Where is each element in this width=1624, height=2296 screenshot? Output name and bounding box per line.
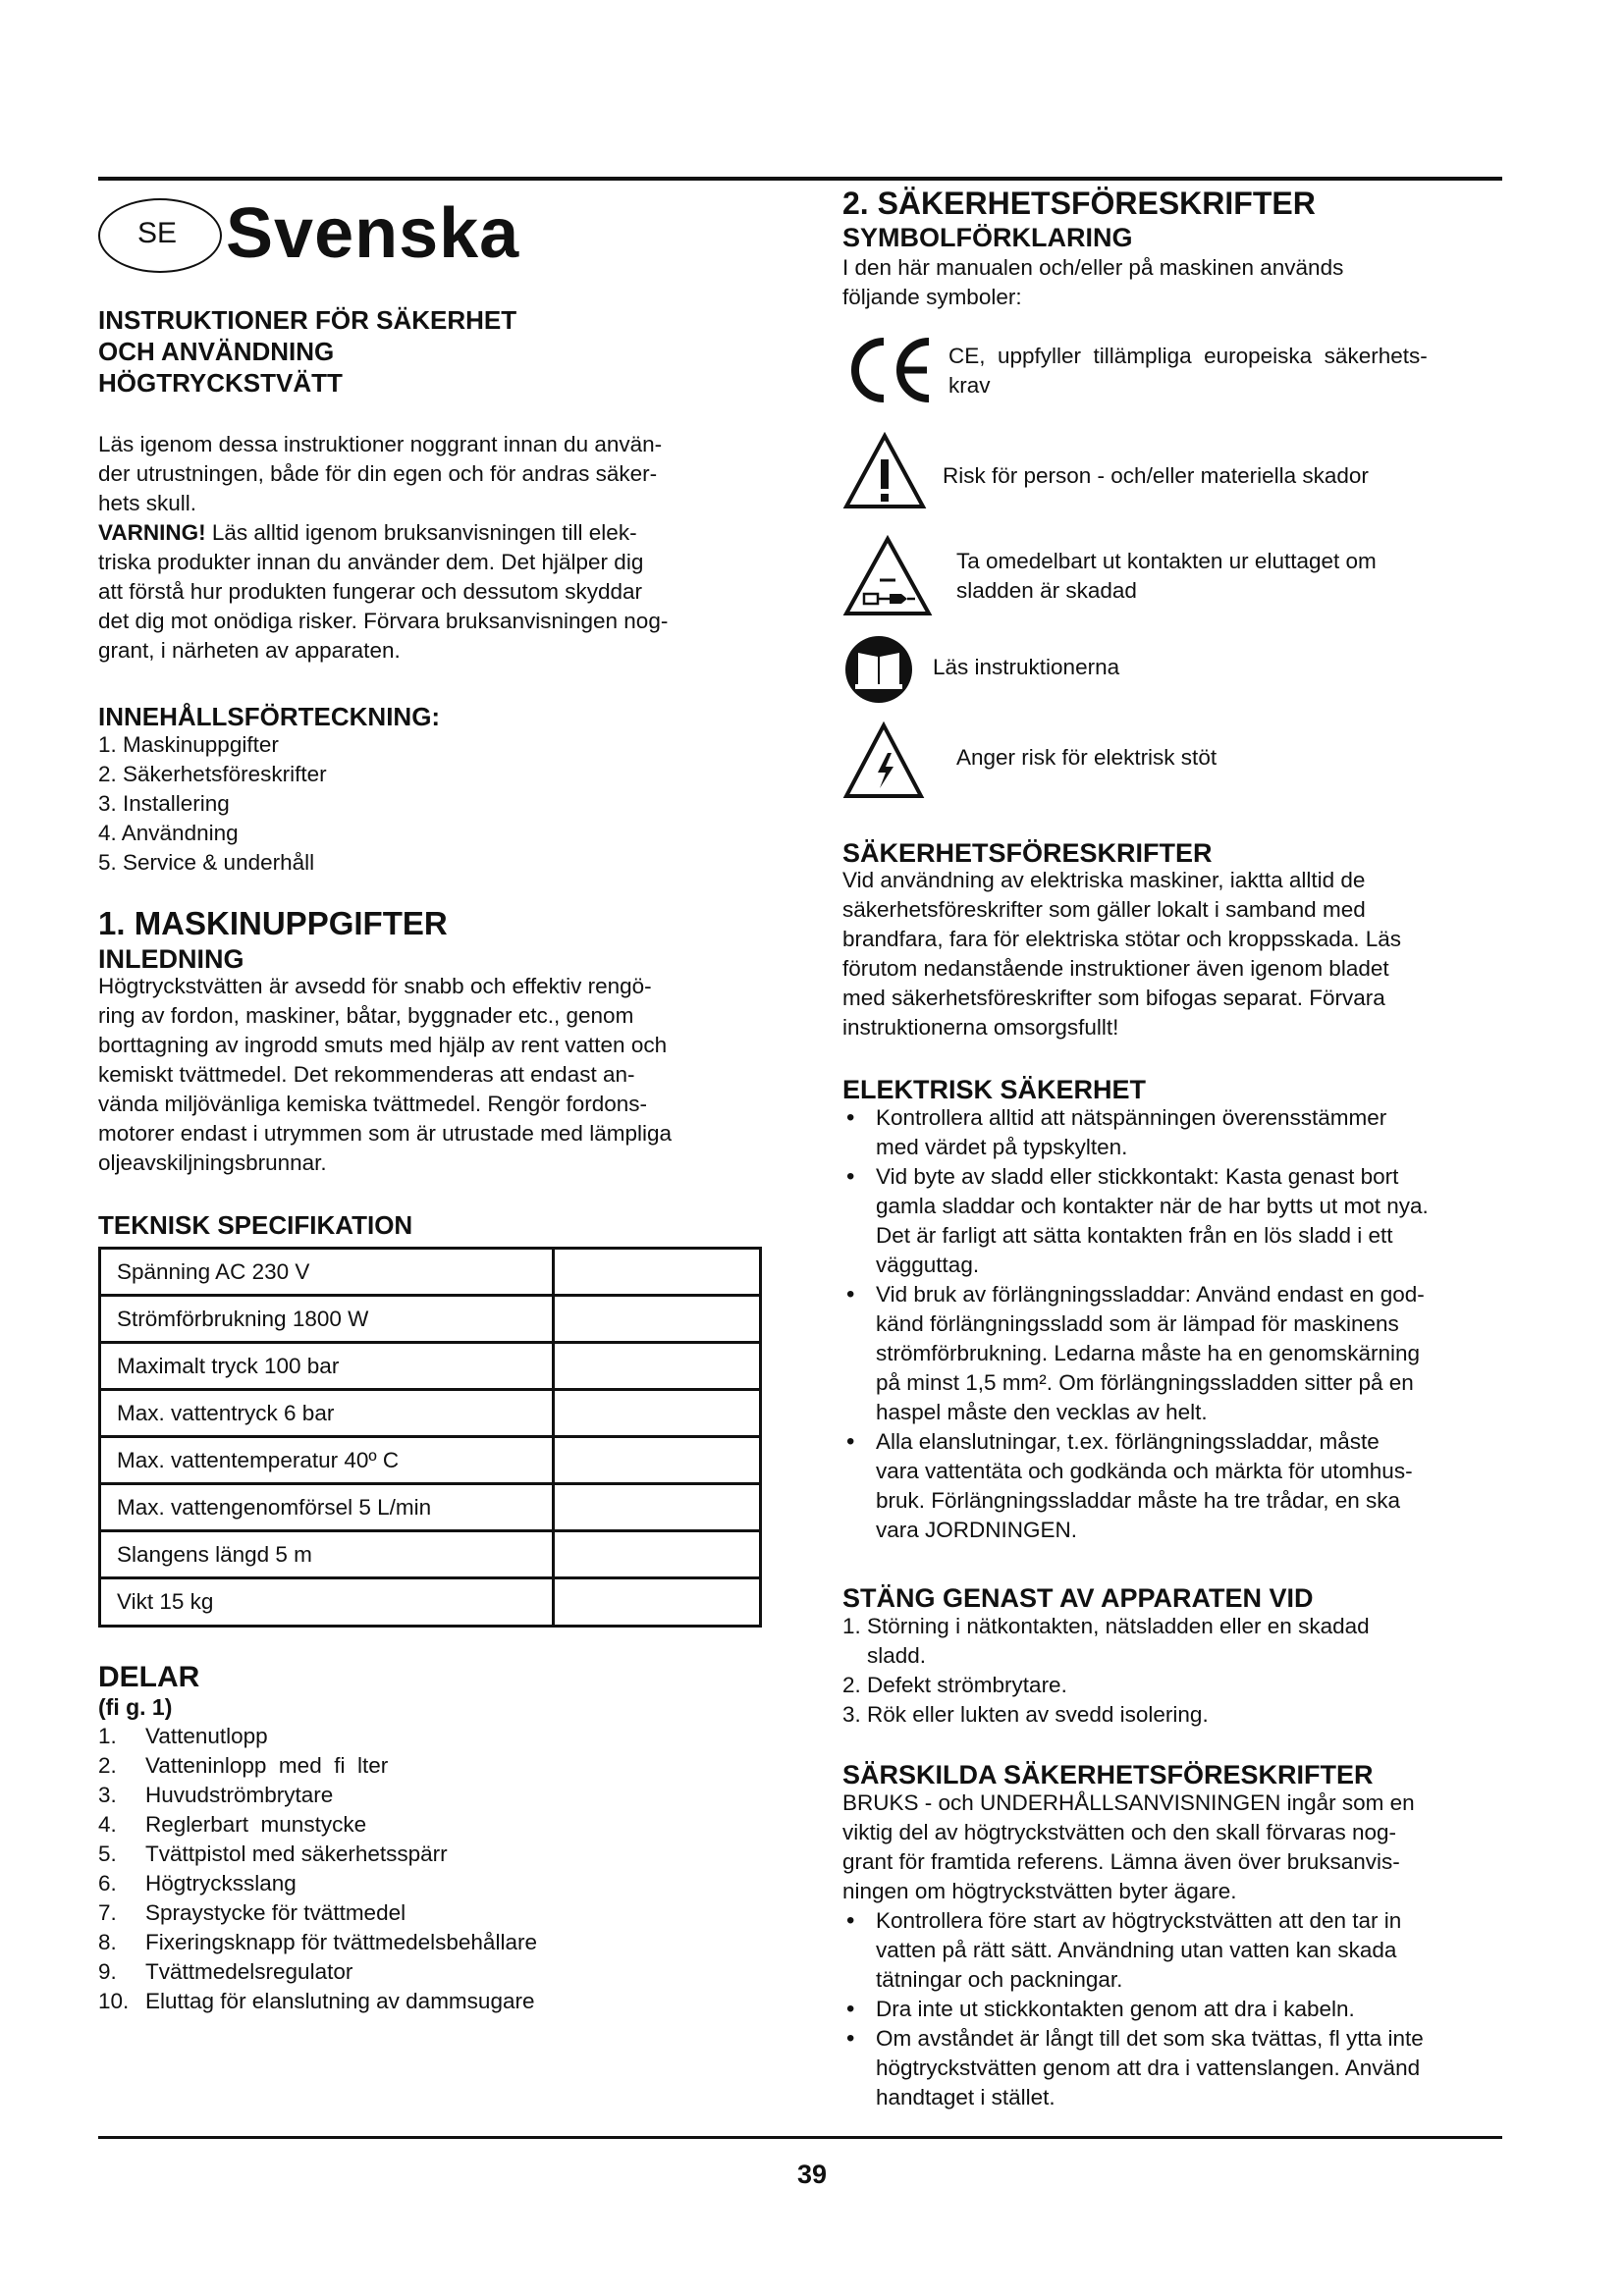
symbol-title: SYMBOLFÖRKLARING (842, 223, 1133, 252)
bullet-item: • Dra inte ut stickkontakten genom att dra i kabeln. (842, 1995, 1510, 2024)
stop-item: 3. Rök eller lukten av svedd isolering. (842, 1702, 1209, 1727)
toc-list (98, 730, 327, 878)
stop-item: 2. Defekt strömbrytare. (842, 1673, 1067, 1697)
stop-list (842, 1612, 1510, 1730)
inledning-title: INLEDNING (98, 944, 244, 974)
language-header (98, 196, 648, 275)
toc-item: 1. Maskinuppgifter (98, 732, 279, 757)
safety-title: SÄKERHETSFÖRESKRIFTER (842, 838, 1213, 868)
spec-cell: Strömförbrukning 1800 W (101, 1297, 555, 1341)
spec-blank-cell (555, 1344, 759, 1388)
part-item: 8. Fixeringsknapp för tvättmedelsbehållare (98, 1930, 537, 1954)
bullet-item: • Vid byte av sladd eller stickkontakt: Kasta genast bort gamla sladdar och kontakter när de har bytts ut mot nya. Det är farligt att sätta kontakten från en lös sladd i ett vägguttag. (842, 1162, 1510, 1280)
bullet-item: • Kontrollera före start av högtryckstvätten att den tar in vatten på rätt sätt. Användning utan vatten kan skada tätningar och packningar. (842, 1906, 1510, 1995)
spec-blank-cell (555, 1391, 759, 1435)
inledning-paragraph: Högtryckstvätten är avsedd för snabb och effektiv rengö- ring av fordon, maskiner, båtar, byggnader etc., genom borttagning av ingrodd smuts med hjälp av rent vatten och kemiskt tvättmedel. Det rekommenderas att endast an- vända miljövänliga kemiska tvättmedel. Rengör fordons- motorer endast i utrymmen som är utrustade med lämpliga oljeavskiljningsbrunnar. (98, 974, 672, 1175)
top-rule (98, 177, 1502, 181)
document-title: INSTRUKTIONER FÖR SÄKERHET OCH ANVÄNDNING HÖGTRYCKSTVÄTT (98, 305, 517, 398)
spec-cell: Max. vattengenomförsel 5 L/min (101, 1485, 555, 1529)
spec-blank-cell (555, 1532, 759, 1576)
unplug-warning-icon (842, 535, 933, 617)
spec-cell: Maximalt tryck 100 bar (101, 1344, 555, 1388)
spec-blank-cell (555, 1297, 759, 1341)
spec-blank-cell (555, 1438, 759, 1482)
spec-cell: Max. vattentemperatur 40º C (101, 1438, 555, 1482)
spec-row (101, 1391, 759, 1438)
toc-item: 3. Installering (98, 791, 230, 816)
part-item: 10. Eluttag för elanslutning av dammsugare (98, 1989, 535, 2013)
read-manual-icon (842, 633, 915, 706)
special-safety-title: SÄRSKILDA SÄKERHETSFÖRESKRIFTER (842, 1760, 1374, 1789)
spec-row (101, 1532, 759, 1579)
page-number: 39 (796, 2160, 828, 2189)
spec-row (101, 1250, 759, 1297)
spec-row (101, 1297, 759, 1344)
intro-paragraph: Läs igenom dessa instruktioner noggrant innan du använ- der utrustningen, både för din egen och för andras säker- hets skull. VARNING! Läs alltid igenom bruksanvisningen till elek- triska produkter innan du använder dem. Det hjälper dig att förstå hur produkten fungerar och dessutom skyddar det dig mot onödiga risker. Förvara bruksanvisningen nog- grant, i närheten av apparaten. (98, 432, 669, 663)
electric-safety-list (842, 1103, 1510, 1545)
spec-cell: Slangens längd 5 m (101, 1532, 555, 1576)
spec-row (101, 1579, 759, 1625)
electric-safety-title: ELEKTRISK SÄKERHET (842, 1075, 1147, 1104)
toc-item: 2. Säkerhetsföreskrifter (98, 762, 327, 786)
section-1-title: 1. MASKINUPPGIFTER (98, 905, 448, 941)
spec-row (101, 1344, 759, 1391)
part-item: 9. Tvättmedelsregulator (98, 1959, 353, 1984)
part-item: 4. Reglerbart munstycke (98, 1812, 367, 1837)
language-name: Svenska (226, 194, 520, 273)
spec-cell: Max. vattentryck 6 bar (101, 1391, 555, 1435)
toc-item: 5. Service & underhåll (98, 850, 315, 875)
warning-triangle-icon (842, 432, 927, 510)
shock-text: Anger risk för elektrisk stöt (956, 745, 1218, 770)
spec-blank-cell (555, 1579, 759, 1625)
electric-shock-icon (842, 721, 925, 800)
toc-title: INNEHÅLLSFÖRTECKNING: (98, 702, 441, 731)
part-item: 7. Spraystycke för tvättmedel (98, 1900, 406, 1925)
spec-cell: Spänning AC 230 V (101, 1250, 555, 1294)
spec-blank-cell (555, 1485, 759, 1529)
part-item: 3. Huvudströmbrytare (98, 1783, 334, 1807)
symbol-risk (842, 432, 1510, 520)
language-code: SE (136, 217, 178, 249)
part-item: 5. Tvättpistol med säkerhetsspärr (98, 1842, 448, 1866)
ce-text: CE, uppfyller tillämpliga europeiska säkerhets- krav (948, 344, 1428, 398)
parts-list (98, 1722, 727, 2016)
toc-item: 4. Användning (98, 821, 239, 845)
read-text: Läs instruktionerna (933, 655, 1120, 679)
special-safety-list (842, 1906, 1510, 2112)
symbol-ce (842, 334, 1510, 412)
ce-mark-icon (842, 334, 937, 406)
symbol-unplug (842, 535, 1510, 623)
spec-cell: Vikt 15 kg (101, 1579, 555, 1625)
stop-title: STÄNG GENAST AV APPARATEN VID (842, 1583, 1314, 1613)
bullet-item: • Om avståndet är långt till det som ska tvättas, fl ytta inte högtryckstvätten genom att dra i vattenslangen. Använd handtaget i stället. (842, 2024, 1510, 2112)
bullet-item: • Vid bruk av förlängningssladdar: Använd endast en god- känd förlängningssladd som är lämpad för maskinens strömförbrukning. Ledarna måste ha en genomskärning på minst 1,5 mm². Om förlängningssladden sitter på en haspel måste den vecklas av helt. (842, 1280, 1510, 1427)
bullet-item: • Alla elanslutningar, t.ex. förlängningssladdar, måste vara vattentäta och godkända och märkta för utomhus- bruk. Förlängningssladdar måste ha tre trådar, en ska vara JORDNINGEN. (842, 1427, 1510, 1545)
safety-paragraph: Vid användning av elektriska maskiner, iaktta alltid de säkerhetsföreskrifter som gäller lokalt i samband med brandfara, fara för elektriska stötar och kroppsskada. Läs förutom nedanstående instruktioner även igenom bladet med säkerhetsföreskrifter som bifogas separat. Förvara instruktionerna omsorgsfullt! (842, 868, 1402, 1040)
symbol-intro: I den här manualen och/eller på maskinen används följande symboler: (842, 255, 1344, 309)
special-safety-paragraph: BRUKS - och UNDERHÅLLSANVISNINGEN ingår som en viktig del av högtryckstvätten och den skall förvaras nog- grant för framtida referens. Lämna även över bruksanvis- ningen om högtryckstvätten byter ägare. (842, 1790, 1415, 1903)
part-item: 6. Högtrycksslang (98, 1871, 297, 1896)
risk-text: Risk för person - och/eller materiella skador (943, 463, 1369, 488)
delar-title: DELAR (98, 1661, 200, 1693)
spec-row (101, 1438, 759, 1485)
delar-figure-ref: (fi g. 1) (98, 1694, 173, 1720)
bottom-rule (98, 2136, 1502, 2139)
part-item: 2. Vatteninlopp med fi lter (98, 1753, 389, 1778)
spec-table (98, 1247, 762, 1628)
unplug-text: Ta omedelbart ut kontakten ur eluttaget om sladden är skadad (956, 549, 1377, 603)
spec-blank-cell (555, 1250, 759, 1294)
symbol-shock (842, 721, 1510, 810)
section-2-title: 2. SÄKERHETSFÖRESKRIFTER (842, 186, 1316, 221)
warning-label: VARNING! (98, 520, 206, 545)
spec-row (101, 1485, 759, 1532)
spec-title: TEKNISK SPECIFIKATION (98, 1210, 413, 1240)
bullet-item: • Kontrollera alltid att nätspänningen överensstämmer med värdet på typskylten. (842, 1103, 1510, 1162)
symbol-read (842, 633, 1510, 712)
part-item: 1. Vattenutlopp (98, 1724, 268, 1748)
stop-item: 1. Störning i nätkontakten, nätsladden eller en skadad sladd. (842, 1614, 1370, 1668)
